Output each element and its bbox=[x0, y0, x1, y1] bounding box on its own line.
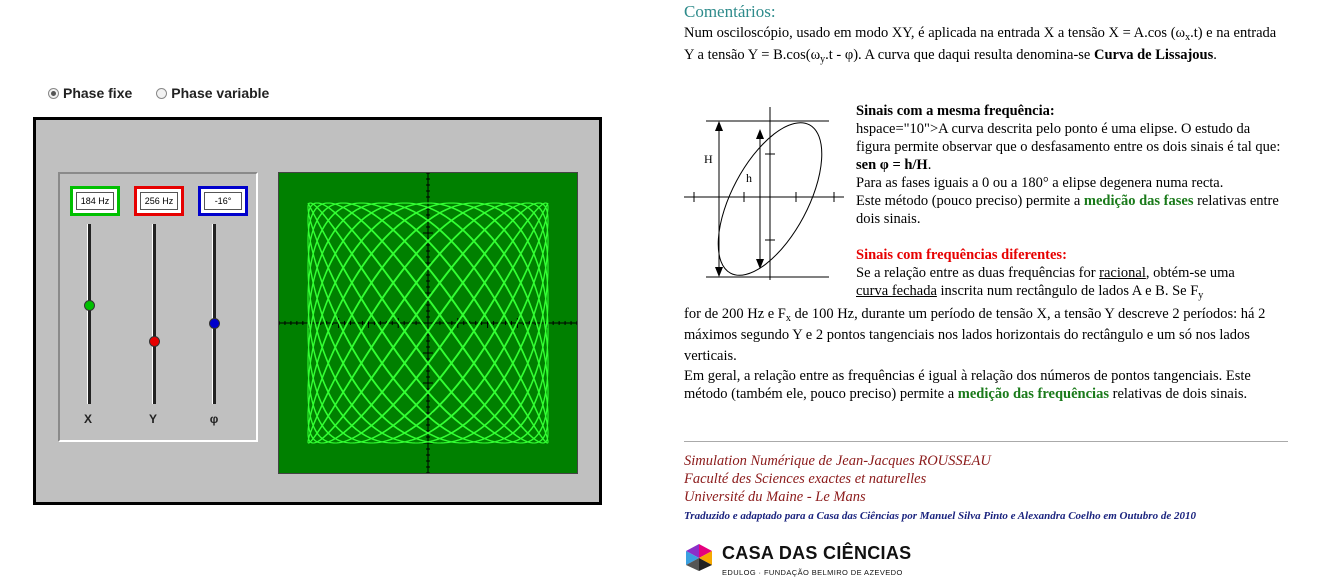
phase-fixe-radio[interactable] bbox=[48, 85, 132, 101]
ellipse-diagram bbox=[684, 102, 844, 282]
same-frequency-section bbox=[856, 102, 1288, 228]
credit-author: Simulation Numérique de Jean-Jacques ROUSSEAU bbox=[684, 453, 991, 469]
phase-measurement-term: medição das fases bbox=[1083, 193, 1194, 209]
y-slider-label: Y bbox=[148, 412, 157, 426]
same-frequency-text bbox=[856, 120, 1288, 174]
intro-sub-x: x bbox=[1185, 32, 1191, 43]
s2-e: de 100 Hz, durante um período de tensão X, a tensão Y descreve 2 períodos: há 2 máximos segundo Y e 2 pontos tangenciais nos lados horizontais do rectângulo e um só nos lados verticais. bbox=[684, 306, 1266, 364]
different-frequency-title: Sinais com frequências diferentes: bbox=[856, 247, 1067, 263]
racional-term: racional bbox=[1099, 265, 1146, 281]
period-text bbox=[684, 304, 1288, 367]
phase-method-text bbox=[856, 192, 1288, 228]
phase-formula: sen φ = h/H bbox=[856, 157, 928, 173]
comments-heading: Comentários: bbox=[684, 2, 776, 21]
x-frequency-display bbox=[70, 186, 120, 216]
closed-curve-line bbox=[856, 282, 1288, 300]
general-text bbox=[684, 367, 1288, 403]
credits bbox=[684, 452, 1288, 506]
logo-text bbox=[722, 542, 911, 582]
s1-p3-end: relativas entre dois sinais. bbox=[856, 193, 1279, 227]
s2-sub-x: x bbox=[785, 313, 791, 324]
translation-credit: Traduzido e adaptado para a Casa das Ciências por Manuel Silva Pinto e Alexandra Coelho em Outubro de 2010 bbox=[684, 510, 1196, 522]
credit-university: Université du Maine - Le Mans bbox=[684, 489, 866, 505]
x-slider-track[interactable] bbox=[87, 224, 91, 404]
control-panel bbox=[58, 172, 258, 442]
lissajous-term: Curva de Lissajous bbox=[1094, 47, 1214, 63]
different-frequency-intro bbox=[856, 264, 1288, 282]
y-frequency-display bbox=[134, 186, 184, 216]
simulation-applet bbox=[33, 117, 602, 505]
radio-checked-icon[interactable] bbox=[48, 88, 59, 99]
lissajous-plot bbox=[279, 173, 577, 473]
intro-text-3: .t - φ). A curva que daqui resulta denomina-se bbox=[825, 47, 1094, 63]
different-frequency-section bbox=[856, 246, 1288, 300]
y-slider-track[interactable] bbox=[152, 224, 156, 404]
h-label: h bbox=[746, 171, 752, 185]
credit-faculty: Faculté des Sciences exactes et naturelles bbox=[684, 471, 927, 487]
phase-value: -16° bbox=[204, 192, 242, 210]
different-frequency-text bbox=[684, 304, 1288, 403]
phase-slider-track[interactable] bbox=[212, 224, 216, 404]
x-slider-label: X bbox=[83, 412, 92, 426]
x-frequency-value: 184 Hz bbox=[76, 192, 114, 210]
logo-subtitle: EDULOG · FUNDAÇÃO BELMIRO DE AZEVEDO bbox=[722, 568, 903, 577]
y-slider-handle[interactable] bbox=[149, 336, 160, 347]
s2-a: Se a relação entre as duas frequências for bbox=[856, 265, 1100, 281]
intro-end: . bbox=[1213, 47, 1217, 63]
phase-variable-label: Phase variable bbox=[171, 85, 270, 101]
phase-slider-handle[interactable] bbox=[209, 318, 220, 329]
intro-text-2: .t) e na entrada Y a tensão Y = B.cos(ω bbox=[684, 25, 1277, 63]
phase-fixe-label: Phase fixe bbox=[63, 85, 133, 101]
comments-section bbox=[684, 0, 1288, 577]
intro-paragraph bbox=[684, 22, 1288, 66]
phase-variable-radio[interactable] bbox=[156, 85, 269, 101]
s1-end: . bbox=[927, 157, 932, 173]
s2-c: inscrita num rectângulo de lados A e B. Se F bbox=[936, 283, 1199, 299]
y-frequency-value: 256 Hz bbox=[140, 192, 178, 210]
phase-display bbox=[198, 186, 248, 216]
x-slider-handle[interactable] bbox=[84, 300, 95, 311]
casa-das-ciencias-logo[interactable] bbox=[684, 542, 911, 576]
s2-sub-y: y bbox=[1198, 290, 1204, 301]
s1-p3: Este método (pouco preciso) permite a bbox=[856, 193, 1084, 209]
closed-curve-term: curva fechada bbox=[856, 283, 937, 299]
phase-slider-label: φ bbox=[209, 412, 219, 426]
radio-unchecked-icon[interactable] bbox=[156, 88, 167, 99]
oscilloscope-screen bbox=[278, 172, 578, 474]
divider bbox=[684, 441, 1288, 442]
phase-mode-group bbox=[48, 85, 269, 101]
s2-g: relativas de dois sinais. bbox=[1108, 386, 1248, 402]
degenerate-text: Para as fases iguais a 0 ou a 180° a elipse degenera numa recta. bbox=[856, 175, 1224, 191]
s2-d: for de 200 Hz e F bbox=[684, 306, 786, 322]
s2-b: , obtém-se uma bbox=[1145, 265, 1235, 281]
logo-title: CASA DAS CIÊNCIAS bbox=[722, 543, 912, 563]
H-label: H bbox=[704, 152, 713, 166]
s2-f: Em geral, a relação entre as frequências é igual à relação dos números de pontos tangenciais. Este método (também ele, pouco preciso) permite a bbox=[684, 368, 1251, 402]
same-frequency-title: Sinais com a mesma frequência: bbox=[856, 103, 1055, 119]
casa-das-ciencias-logo-icon bbox=[684, 542, 714, 572]
intro-sub-y: y bbox=[820, 54, 826, 65]
intro-text-1: Num osciloscópio, usado em modo XY, é aplicada na entrada X a tensão X = A.cos (ω bbox=[684, 25, 1186, 41]
frequency-measurement-term: medição das frequências bbox=[957, 386, 1109, 402]
s1-text: hspace="10">A curva descrita pelo ponto é uma elipse. O estudo da figura permite observar que o desfasamento entre os dois sinais é tal que: bbox=[856, 121, 1281, 155]
